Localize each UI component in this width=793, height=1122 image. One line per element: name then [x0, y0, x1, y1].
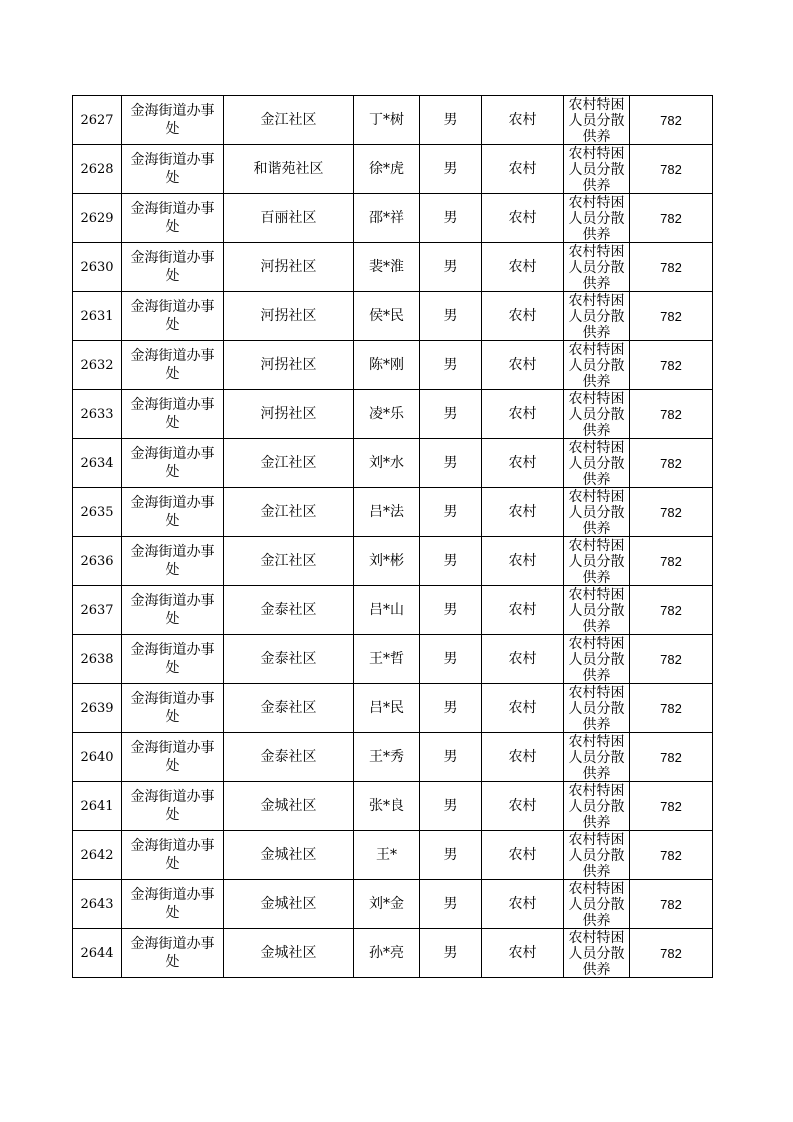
gender-cell: 男 [420, 782, 482, 831]
name-cell: 凌*乐 [354, 390, 420, 439]
table-row [73, 537, 713, 586]
street-office-cell: 金海街道办事处 [122, 439, 224, 488]
beneficiary-table [72, 95, 713, 978]
serial-number-cell: 2642 [73, 831, 122, 880]
support-type-text: 农村特困人员分散供养 [568, 734, 625, 781]
gender-cell: 男 [420, 145, 482, 194]
amount-cell: 782 [630, 586, 713, 635]
area-cell: 农村 [482, 341, 564, 390]
serial-number-cell: 2637 [73, 586, 122, 635]
table-row [73, 831, 713, 880]
street-office-cell: 金海街道办事处 [122, 684, 224, 733]
support-type-text: 农村特困人员分散供养 [568, 783, 625, 830]
table-row [73, 390, 713, 439]
street-office-cell: 金海街道办事处 [122, 96, 224, 145]
name-cell: 王*哲 [354, 635, 420, 684]
street-office-cell: 金海街道办事处 [122, 537, 224, 586]
area-cell: 农村 [482, 929, 564, 978]
area-cell: 农村 [482, 194, 564, 243]
street-office-cell: 金海街道办事处 [122, 145, 224, 194]
gender-cell: 男 [420, 586, 482, 635]
street-office-cell: 金海街道办事处 [122, 880, 224, 929]
table-row [73, 341, 713, 390]
serial-number-cell: 2634 [73, 439, 122, 488]
support-type-text: 农村特困人员分散供养 [568, 538, 625, 585]
amount-cell: 782 [630, 488, 713, 537]
serial-number-cell: 2640 [73, 733, 122, 782]
community-cell: 和谐苑社区 [224, 145, 354, 194]
gender-cell: 男 [420, 439, 482, 488]
community-cell: 金江社区 [224, 488, 354, 537]
support-type-text: 农村特困人员分散供养 [568, 97, 625, 144]
area-cell: 农村 [482, 243, 564, 292]
amount-cell: 782 [630, 390, 713, 439]
area-cell: 农村 [482, 537, 564, 586]
table-row [73, 488, 713, 537]
support-type-text: 农村特困人员分散供养 [568, 587, 625, 634]
name-cell: 陈*刚 [354, 341, 420, 390]
amount-cell: 782 [630, 880, 713, 929]
street-office-cell: 金海街道办事处 [122, 488, 224, 537]
area-cell: 农村 [482, 831, 564, 880]
support-type-text: 农村特困人员分散供养 [568, 440, 625, 487]
table-row [73, 929, 713, 978]
gender-cell: 男 [420, 390, 482, 439]
community-cell: 金泰社区 [224, 733, 354, 782]
amount-cell: 782 [630, 537, 713, 586]
support-type-cell [564, 145, 630, 194]
support-type-cell [564, 194, 630, 243]
name-cell: 吕*民 [354, 684, 420, 733]
support-type-cell [564, 684, 630, 733]
amount-cell: 782 [630, 733, 713, 782]
support-type-text: 农村特困人员分散供养 [568, 832, 625, 879]
name-cell: 刘*金 [354, 880, 420, 929]
amount-cell: 782 [630, 439, 713, 488]
name-cell: 王*秀 [354, 733, 420, 782]
community-cell: 百丽社区 [224, 194, 354, 243]
serial-number-cell: 2638 [73, 635, 122, 684]
street-office-cell: 金海街道办事处 [122, 929, 224, 978]
community-cell: 金江社区 [224, 439, 354, 488]
support-type-cell [564, 537, 630, 586]
street-office-cell: 金海街道办事处 [122, 390, 224, 439]
support-type-text: 农村特困人员分散供养 [568, 342, 625, 389]
serial-number-cell: 2629 [73, 194, 122, 243]
gender-cell: 男 [420, 341, 482, 390]
street-office-cell: 金海街道办事处 [122, 292, 224, 341]
street-office-cell: 金海街道办事处 [122, 586, 224, 635]
serial-number-cell: 2630 [73, 243, 122, 292]
support-type-cell [564, 733, 630, 782]
community-cell: 金泰社区 [224, 684, 354, 733]
table-row [73, 782, 713, 831]
area-cell: 农村 [482, 880, 564, 929]
gender-cell: 男 [420, 684, 482, 733]
street-office-cell: 金海街道办事处 [122, 635, 224, 684]
name-cell: 吕*山 [354, 586, 420, 635]
serial-number-cell: 2641 [73, 782, 122, 831]
name-cell: 裴*淮 [354, 243, 420, 292]
gender-cell: 男 [420, 929, 482, 978]
support-type-text: 农村特困人员分散供养 [568, 636, 625, 683]
table-row [73, 880, 713, 929]
serial-number-cell: 2635 [73, 488, 122, 537]
community-cell: 河拐社区 [224, 390, 354, 439]
table-row [73, 243, 713, 292]
community-cell: 金城社区 [224, 782, 354, 831]
area-cell: 农村 [482, 390, 564, 439]
support-type-text: 农村特困人员分散供养 [568, 391, 625, 438]
street-office-cell: 金海街道办事处 [122, 782, 224, 831]
serial-number-cell: 2636 [73, 537, 122, 586]
area-cell: 农村 [482, 96, 564, 145]
table-row [73, 586, 713, 635]
gender-cell: 男 [420, 96, 482, 145]
name-cell: 徐*虎 [354, 145, 420, 194]
support-type-cell [564, 488, 630, 537]
table-row [73, 684, 713, 733]
gender-cell: 男 [420, 292, 482, 341]
area-cell: 农村 [482, 684, 564, 733]
name-cell: 丁*树 [354, 96, 420, 145]
area-cell: 农村 [482, 488, 564, 537]
gender-cell: 男 [420, 831, 482, 880]
serial-number-cell: 2633 [73, 390, 122, 439]
area-cell: 农村 [482, 439, 564, 488]
amount-cell: 782 [630, 292, 713, 341]
table-row [73, 194, 713, 243]
serial-number-cell: 2627 [73, 96, 122, 145]
support-type-cell [564, 782, 630, 831]
support-type-cell [564, 439, 630, 488]
serial-number-cell: 2632 [73, 341, 122, 390]
amount-cell: 782 [630, 684, 713, 733]
name-cell: 刘*水 [354, 439, 420, 488]
community-cell: 金江社区 [224, 96, 354, 145]
table-body [73, 96, 713, 978]
street-office-cell: 金海街道办事处 [122, 831, 224, 880]
table-row [73, 733, 713, 782]
area-cell: 农村 [482, 145, 564, 194]
support-type-cell [564, 390, 630, 439]
area-cell: 农村 [482, 733, 564, 782]
community-cell: 河拐社区 [224, 341, 354, 390]
amount-cell: 782 [630, 243, 713, 292]
gender-cell: 男 [420, 880, 482, 929]
community-cell: 金城社区 [224, 929, 354, 978]
community-cell: 金泰社区 [224, 586, 354, 635]
support-type-text: 农村特困人员分散供养 [568, 195, 625, 242]
street-office-cell: 金海街道办事处 [122, 194, 224, 243]
serial-number-cell: 2631 [73, 292, 122, 341]
support-type-cell [564, 929, 630, 978]
serial-number-cell: 2643 [73, 880, 122, 929]
area-cell: 农村 [482, 292, 564, 341]
community-cell: 金城社区 [224, 880, 354, 929]
name-cell: 吕*法 [354, 488, 420, 537]
table-row [73, 439, 713, 488]
gender-cell: 男 [420, 488, 482, 537]
area-cell: 农村 [482, 635, 564, 684]
table-row [73, 292, 713, 341]
support-type-text: 农村特困人员分散供养 [568, 881, 625, 928]
support-type-text: 农村特困人员分散供养 [568, 685, 625, 732]
table-row [73, 635, 713, 684]
amount-cell: 782 [630, 145, 713, 194]
street-office-cell: 金海街道办事处 [122, 733, 224, 782]
gender-cell: 男 [420, 243, 482, 292]
name-cell: 张*良 [354, 782, 420, 831]
name-cell: 邵*祥 [354, 194, 420, 243]
name-cell: 王* [354, 831, 420, 880]
amount-cell: 782 [630, 831, 713, 880]
gender-cell: 男 [420, 635, 482, 684]
amount-cell: 782 [630, 341, 713, 390]
support-type-text: 农村特困人员分散供养 [568, 146, 625, 193]
support-type-text: 农村特困人员分散供养 [568, 293, 625, 340]
support-type-cell [564, 635, 630, 684]
serial-number-cell: 2628 [73, 145, 122, 194]
serial-number-cell: 2639 [73, 684, 122, 733]
amount-cell: 782 [630, 635, 713, 684]
support-type-cell [564, 292, 630, 341]
support-type-cell [564, 341, 630, 390]
street-office-cell: 金海街道办事处 [122, 341, 224, 390]
name-cell: 孙*亮 [354, 929, 420, 978]
table-row [73, 145, 713, 194]
gender-cell: 男 [420, 733, 482, 782]
amount-cell: 782 [630, 96, 713, 145]
community-cell: 金泰社区 [224, 635, 354, 684]
support-type-cell [564, 243, 630, 292]
gender-cell: 男 [420, 537, 482, 586]
amount-cell: 782 [630, 194, 713, 243]
name-cell: 侯*民 [354, 292, 420, 341]
support-type-text: 农村特困人员分散供养 [568, 930, 625, 977]
amount-cell: 782 [630, 782, 713, 831]
support-type-text: 农村特困人员分散供养 [568, 244, 625, 291]
community-cell: 河拐社区 [224, 292, 354, 341]
support-type-cell [564, 831, 630, 880]
area-cell: 农村 [482, 782, 564, 831]
community-cell: 河拐社区 [224, 243, 354, 292]
amount-cell: 782 [630, 929, 713, 978]
community-cell: 金城社区 [224, 831, 354, 880]
support-type-cell [564, 586, 630, 635]
table-row [73, 96, 713, 145]
community-cell: 金江社区 [224, 537, 354, 586]
support-type-text: 农村特困人员分散供养 [568, 489, 625, 536]
gender-cell: 男 [420, 194, 482, 243]
serial-number-cell: 2644 [73, 929, 122, 978]
support-type-cell [564, 880, 630, 929]
name-cell: 刘*彬 [354, 537, 420, 586]
area-cell: 农村 [482, 586, 564, 635]
support-type-cell [564, 96, 630, 145]
street-office-cell: 金海街道办事处 [122, 243, 224, 292]
